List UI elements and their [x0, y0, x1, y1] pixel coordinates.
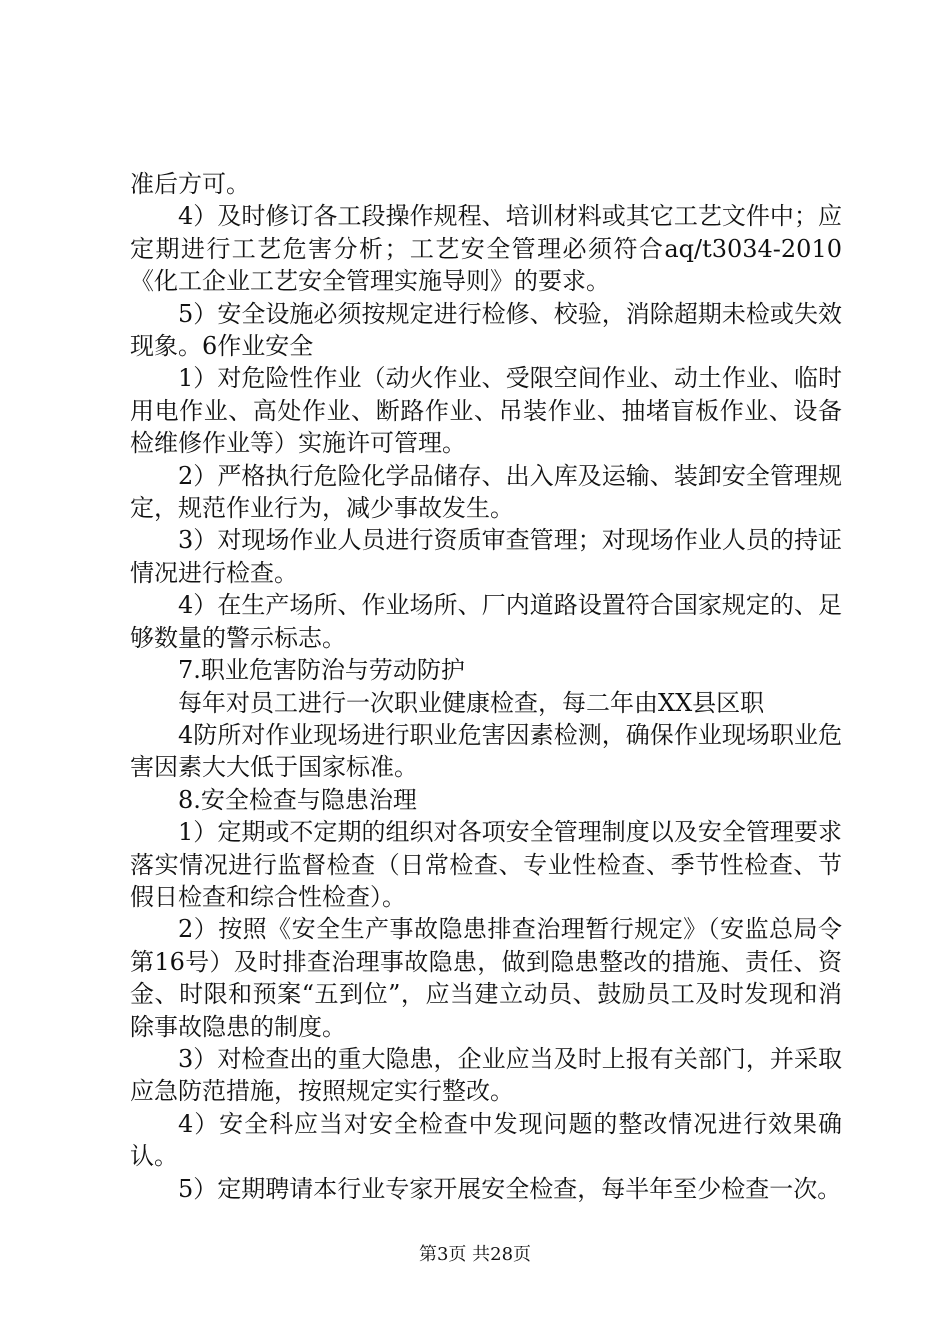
paragraph: 准后方可。: [130, 170, 250, 198]
paragraph: 4）在生产场所、作业场所、厂内道路设置符合国家规定的、足够数量的警示标志。: [130, 591, 842, 652]
section-heading: 7.职业危害防治与劳动防护: [178, 656, 465, 685]
paragraph: 3）对检查出的重大隐患，企业应当及时上报有关部门，并采取应急防范措施，按照规定实行整改。: [130, 1044, 842, 1106]
paragraph: 5）定期聘请本行业专家开展安全检查，每半年至少检查一次。: [178, 1174, 842, 1203]
paragraph: 4防所对作业现场进行职业危害因素检测，确保作业现场职业危害因素大大低于国家标准。: [130, 720, 842, 782]
paragraph: 每年对员工进行一次职业健康检查，每二年由XX县区职: [178, 688, 765, 717]
paragraph: 5）安全设施必须按规定进行检修、校验，消除超期未检或失效现象。6作业安全: [130, 299, 842, 361]
paragraph: 4）安全科应当对安全检查中发现问题的整改情况进行效果确认。: [130, 1109, 842, 1171]
document-body: [130, 168, 842, 1205]
section-heading: 8.安全检查与隐患治理: [178, 785, 417, 814]
paragraph: 1）定期或不定期的组织对各项安全管理制度以及安全管理要求落实情况进行监督检查（日常检查、专业性检查、季节性检查、节假日检查和综合性检查）。: [130, 818, 842, 911]
paragraph: 4）及时修订各工段操作规程、培训材料或其它工艺文件中；应定期进行工艺危害分析；工艺安全管理必须符合aq/t3034-2010《化工企业工艺安全管理实施导则》的要求。: [130, 202, 842, 296]
paragraph: 2）按照《安全生产事故隐患排查治理暂行规定》（安监总局令第16号）及时排查治理事故隐患，做到隐患整改的措施、责任、资金、时限和预案“五到位”，应当建立动员、鼓励员工及时发现和消除事故隐患的制度。: [130, 915, 842, 1041]
page-number-footer: 第3页 共28页: [418, 1244, 532, 1265]
paragraph: 3）对现场作业人员进行资质审查管理；对现场作业人员的持证情况进行检查。: [130, 526, 842, 587]
paragraph: 2）严格执行危险化学品储存、出入库及运输、装卸安全管理规定，规范作业行为，减少事故发生。: [130, 461, 842, 523]
paragraph: 1）对危险性作业（动火作业、受限空间作业、动土作业、临时用电作业、高处作业、断路作业、吊装作业、抽堵盲板作业、设备检维修作业等）实施许可管理。: [130, 364, 842, 458]
